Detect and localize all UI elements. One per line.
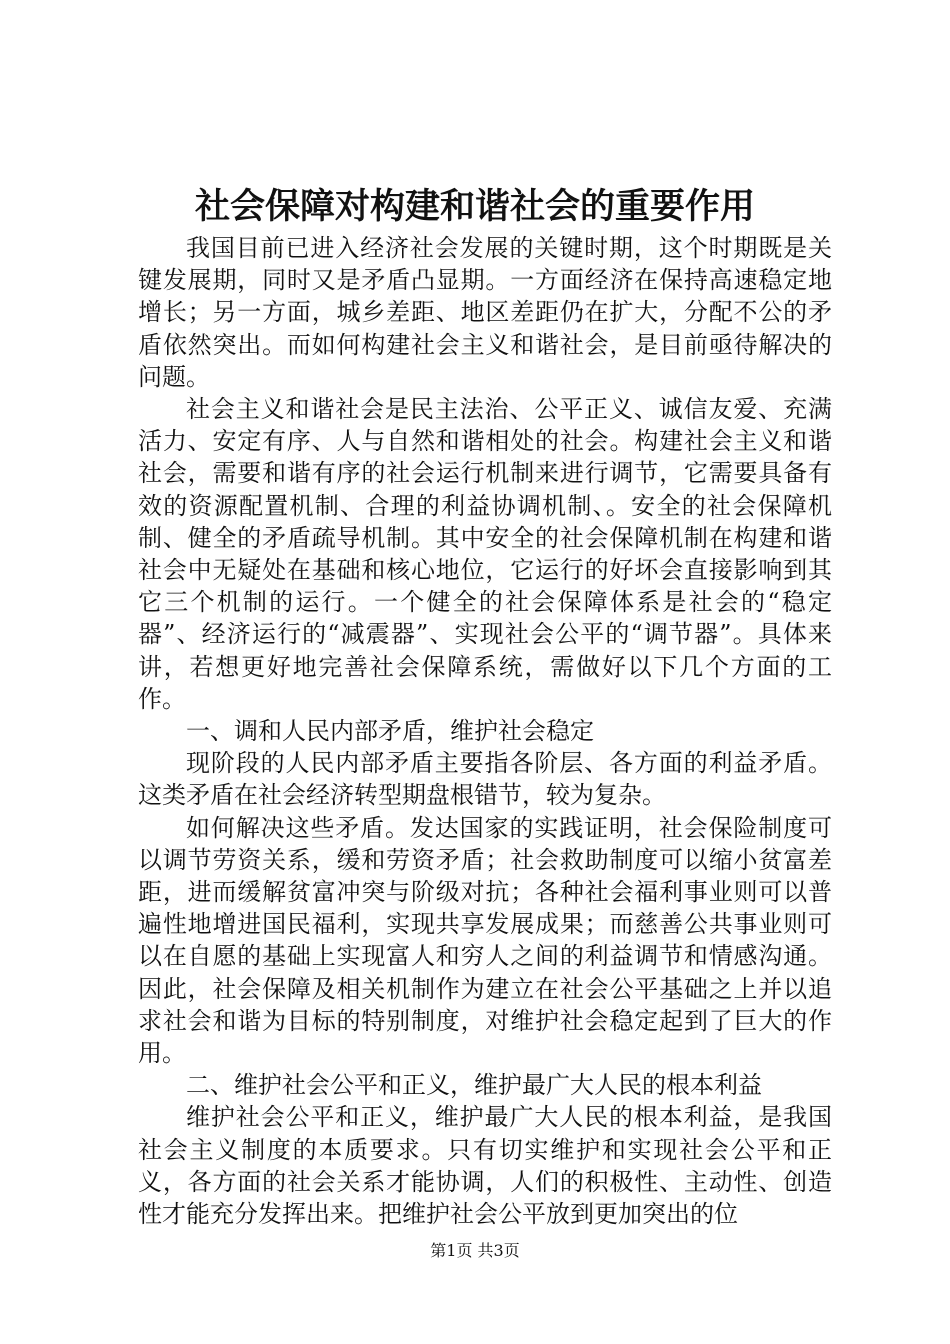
paragraph-resolving-contradictions: 如何解决这些矛盾。发达国家的实践证明，社会保险制度可以调节劳资关系，缓和劳资矛盾；社会救助制度可以缩小贫富差距，进而缓解贫富冲突与阶级对抗；各种社会福利事业则可以普遍性地增进国民福利，实现共享发展成果；而慈善公共事业则可以在自愿的基础上实现富人和穷人之间的利益调节和情感沟通。因此，社会保障及相关机制作为建立在社会公平基础之上并以追求社会和谐为目标的特别制度，对维护社会稳定起到了巨大的作用。 (138, 813, 832, 1068)
document-body (138, 232, 832, 1230)
paragraph-fairness-justice: 维护社会公平和正义，维护最广大人民的根本利益，是我国社会主义制度的本质要求。只有切实维护和实现社会公平和正义，各方面的社会关系才能协调，人们的积极性、主动性、创造性才能充分发挥出来。把维护社会公平放到更加突出的位 (138, 1103, 832, 1229)
paragraph-harmonious-society: 社会主义和谐社会是民主法治、公平正义、诚信友爱、充满活力、安定有序、人与自然和谐相处的社会。构建社会主义和谐社会，需要和谐有序的社会运行机制来进行调节，它需要具备有效的资源配置机制、合理的利益协调机制、。安全的社会保障机制、健全的矛盾疏导机制。其中安全的社会保障机制在构建和谐社会中无疑处在基础和核心地位，它运行的好坏会直接影响到其它三个机制的运行。一个健全的社会保障体系是社会的“稳定器”、经济运行的“减震器”、实现社会公平的“调节器”。具体来讲，若想更好地完善社会保障系统，需做好以下几个方面的工作。 (138, 395, 832, 713)
page-number-footer: 第1页 共3页 (430, 1241, 520, 1260)
section-heading-1: 一、调和人民内部矛盾，维护社会稳定 (186, 717, 594, 746)
paragraph-intro: 我国目前已进入经济社会发展的关键时期，这个时期既是关键发展期，同时又是矛盾凸显期。一方面经济在保持高速稳定地增长；另一方面，城乡差距、地区差距仍在扩大，分配不公的矛盾依然突出。而如何构建社会主义和谐社会，是目前亟待解决的问题。 (138, 234, 832, 391)
section-heading-2: 二、维护社会公平和正义，维护最广大人民的根本利益 (186, 1071, 762, 1100)
paragraph-internal-contradictions: 现阶段的人民内部矛盾主要指各阶层、各方面的利益矛盾。这类矛盾在社会经济转型期盘根错节，较为复杂。 (138, 749, 832, 810)
document-title: 社会保障对构建和谐社会的重要作用 (194, 186, 755, 227)
